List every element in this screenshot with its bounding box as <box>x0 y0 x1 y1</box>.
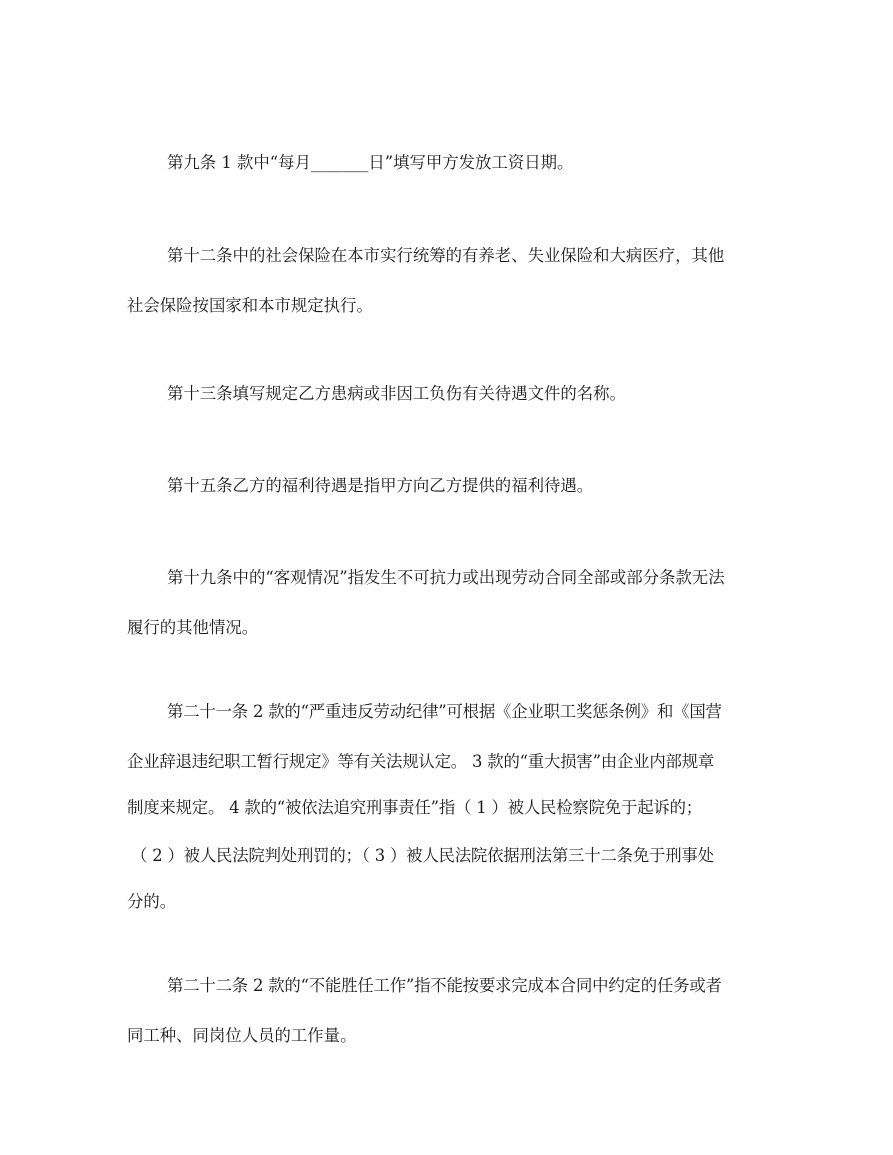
paragraph-line: 第十三条填写规定乙方患病或非因工负伤有关待遇文件的名称。 <box>167 384 626 403</box>
paragraph-line: 第二十二条 2 款的“不能胜任工作”指不能按要求完成本合同中约定的任务或者 <box>167 976 722 995</box>
paragraph-line: 企业辞退违纪职工暂行规定》等有关法规认定。 3 款的“重大损害”由企业内部规章 <box>127 752 715 771</box>
paragraph-line: 第十二条中的社会保险在本市实行统筹的有养老、失业保险和大病医疗，其他 <box>167 246 725 265</box>
paragraph-line: 第十五条乙方的福利待遇是指甲方向乙方提供的福利待遇。 <box>167 476 594 495</box>
paragraph-line: 第九条 1 款中“每月_______日”填写甲方发放工资日期。 <box>167 153 574 172</box>
paragraph-line: 履行的其他情况。 <box>127 618 259 637</box>
paragraph-line: 分的。 <box>127 892 177 911</box>
paragraph-line: 社会保险按国家和本市规定执行。 <box>127 296 373 315</box>
paragraph-line: （ 2 ）被人民法院判处刑罚的；（ 3 ）被人民法院依据刑法第三十二条免于刑事处 <box>131 846 714 865</box>
paragraph-line: 第十九条中的“客观情况”指发生不可抗力或出现劳动合同全部或部分条款无法 <box>167 568 725 587</box>
paragraph-line: 制度来规定。 4 款的“被依法追究刑事责任”指（ 1 ）被人民检察院免于起诉的； <box>127 798 702 817</box>
paragraph-line: 第二十一条 2 款的“严重违反劳动纪律”可根据《企业职工奖惩条例》和《国营 <box>167 702 722 721</box>
paragraph-line: 同工种、同岗位人员的工作量。 <box>127 1026 357 1045</box>
